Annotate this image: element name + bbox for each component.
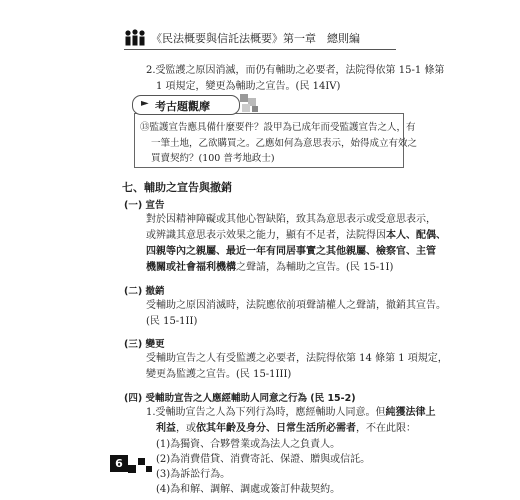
intro-line-1: 2.受監護之原因消滅，而仍有輔助之必要者，法院得依第 15-1 條第 (146, 65, 445, 76)
pixel-decoration-icon (240, 94, 260, 114)
declaration-line-2 (146, 229, 446, 243)
running-header-title: 《民法概要與信託法概要》第一章 總則編 (151, 32, 360, 45)
consent-item-text: ，或 (176, 423, 196, 434)
footer-decoration (146, 466, 152, 472)
consent-item-1-line-1 (146, 406, 436, 420)
declaration-line-2-text: 或辨識其意思表示效果之能力，顯有不足者，法院得因 (146, 230, 386, 241)
declaration-line-2-bold: 本人、配偶、 (386, 230, 446, 241)
arrow-right-icon: ► (141, 98, 149, 109)
sub-heading-revocation: (二) 撤銷 (124, 286, 165, 297)
declaration-line-4 (146, 261, 393, 275)
declaration-line-1: 對於因精神障礙或其他心智缺陷，致其為意思表示或受意思表示， (146, 214, 436, 225)
change-line-1: 受輔助宣告之人有受監護之必要者，法院得依第 14 條第 1 項規定， (146, 353, 448, 364)
sub-heading-change: (三) 變更 (124, 339, 165, 350)
page-number: 6 (110, 455, 128, 472)
declaration-line-4-text: 之聲請，為輔助之宣告。(民 15-1I) (236, 262, 394, 273)
header-divider (124, 49, 396, 50)
consent-item-bold: 利益 (156, 423, 176, 434)
section-heading: 七、輔助之宣告與撤銷 (122, 181, 232, 194)
consent-item-1-line-2 (156, 422, 416, 436)
consent-list-item: (1)為獨資、合夥營業或為法人之負責人。 (156, 439, 341, 450)
consent-list-item: (3)為訴訟行為。 (156, 469, 231, 480)
revocation-line-1: 受輔助之原因消滅時，法院應依前項聲請權人之聲請，撤銷其宣告。 (146, 300, 446, 311)
consent-item-bold: 依其年齡及身分、日常生活所必需者 (196, 423, 356, 434)
people-logo-icon (124, 29, 146, 49)
intro-line-2: 1 項規定，變更為輔助之宣告。(民 14IV) (156, 81, 341, 92)
exam-line-2: 一筆土地，乙欲購買之。乙應如何為意思表示，始得成立有效之 (151, 138, 418, 149)
exam-line-1: ⑬監護宣告應具備什麼要件？設甲為已成年而受監護宣告之人，有 (140, 122, 416, 133)
footer-decoration (138, 458, 145, 465)
exam-tab-label: 考古題觀摩 (155, 100, 210, 113)
sub-heading-acts-requiring-consent: (四) 受輔助宣告之人應經輔助人同意之行為 (民 15-2) (124, 393, 356, 404)
consent-list-item: (4)為和解、調解、調處或簽訂仲裁契約。 (156, 484, 341, 495)
sub-heading-declaration: (一) 宣告 (124, 200, 165, 211)
footer-decoration (128, 465, 136, 473)
consent-item-bold: 純獲法律上 (385, 407, 436, 418)
consent-list-item: (2)為消費借貸、消費寄託、保證、贈與或信託。 (156, 454, 371, 465)
exam-tab (132, 95, 240, 115)
declaration-line-3: 四親等內之親屬、最近一年有同居事實之其他親屬、檢察官、主管 (146, 246, 436, 257)
consent-item-text: 1.受輔助宣告之人為下列行為時，應經輔助人同意。但 (146, 407, 386, 418)
change-line-2: 變更為監護之宣告。(民 15-1III) (146, 369, 292, 380)
exam-line-3: 買賣契約？(100 普考地政士) (151, 153, 275, 164)
revocation-line-2: (民 15-1II) (146, 316, 198, 327)
declaration-line-4-bold: 機關或社會福利機構 (146, 262, 236, 273)
consent-item-text: ，不在此限： (356, 423, 416, 434)
